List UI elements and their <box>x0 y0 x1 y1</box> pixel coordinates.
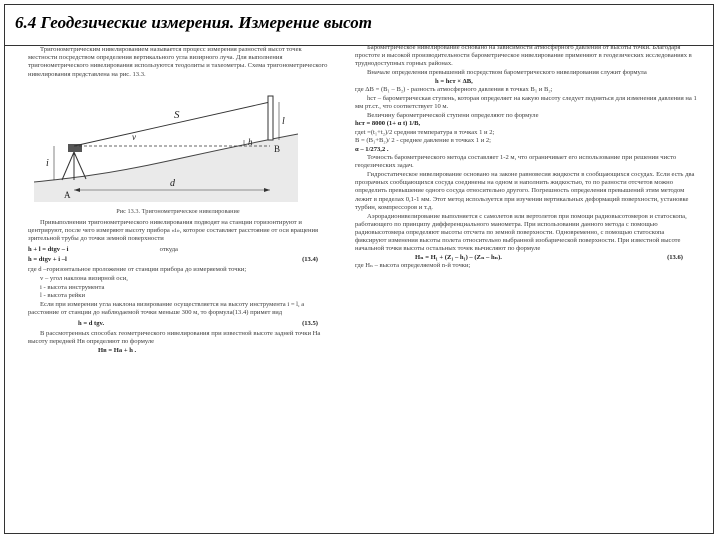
figure-caption: Рис 13.3. Тригонометрическое нивелирование <box>116 207 240 215</box>
left-paragraph-3: где d –горизонтальное проложение от станции прибора до измеряемой точки; <box>28 266 247 274</box>
right-paragraph-6: Точность барометрического метода составляет 1-2 м, что ограничивает его использование при решении чисто геодезических задач. <box>355 154 677 170</box>
right-formula-3: гдеt =(t₁+t₂)/2 средняя температура в точках 1 и 2; <box>355 128 495 136</box>
trig-leveling-figure <box>34 82 298 202</box>
right-formula-6: Hₙ = H₁ + (Z₁ – h₁) – (Zₙ – hₙ). <box>415 254 502 262</box>
right-paragraph-1: Барометрическое нивелирование основано на зависимости атмосферного давления от высоты точки. Благодаря простоте и высокой производительности барометрическое нивелирование применяют в геодезических исследованиях в труднодоступных горных районах. <box>355 44 692 68</box>
label-i: i <box>46 158 49 170</box>
left-paragraph-1: Тригонометрическим нивелированием называется процесс измерения разностей высот точек местности посредством определения вертикального угла визирного луча. Для выполнения тригонометрического нивелирования используются теодолиты и тахеометры. Схема тригонометрического нивелирования представлена на рис. 13.3. <box>28 46 328 78</box>
slide-title: 6.4 Геодезические измерения. Измерение высот <box>15 13 372 32</box>
left-paragraph-5: i - высота инструмента <box>40 283 105 291</box>
label-v: v <box>132 132 136 143</box>
formula-4: Нв = На + h . <box>98 347 137 355</box>
left-column <box>28 46 328 526</box>
left-paragraph-2: Привыполнении тригонометрического нивелирования подводят на станции горизонтируют и центрируют, после чего измеряют высоту прибора «i», которое составляет расстояние от оси вращения зрительной трубы до точки земной поверхности <box>28 218 319 243</box>
formula-row-1 <box>28 246 328 254</box>
label-h: h <box>248 137 253 148</box>
right-formula-1: h = hст × ΔB, <box>435 77 473 85</box>
label-d: d <box>170 178 175 190</box>
right-formula-6-number: (13.6) <box>667 254 683 262</box>
label-b: B <box>274 144 281 155</box>
label-s: S <box>174 109 180 122</box>
right-paragraph-8: Аэрорадионивелирование выполняется с самолетов или вертолетов при помощи радиовысотомеров и статоскопа, работающего по принципу дифференциального манометра. При использовании данного метода с помощью радиовысотомера определяют высоты отсчета по земной поверхности. Одновременно, с помощью статоскопа фиксируют изменения высоты полета относительно выбранной изобарической поверхности. При известной высоте начальной точки высоты остальных точек вычисляют по формуле <box>355 212 687 253</box>
formula-2-number: (13.4) <box>302 256 318 264</box>
formula-1: h + l = dtgv – i <box>28 245 69 253</box>
right-paragraph-9: где Hₙ – высота определяемой n-й точки; <box>355 262 471 270</box>
label-a: A <box>64 190 71 201</box>
formula-row-3 <box>28 320 328 328</box>
right-formula-5: α – 1/273,2 . <box>355 145 389 153</box>
right-formula-2: hст = 8000 (1+ α t) 1/B, <box>355 120 421 128</box>
right-formula-4: B = (B₁+B₂)/ 2 - среднее давление в точках 1 и 2; <box>355 137 492 145</box>
left-paragraph-6: l - высота рейки <box>40 292 86 300</box>
formula-2: h = dtgv + i –l <box>28 256 67 264</box>
left-paragraph-7: Если при измерении угла наклона визирование осуществляется на высоту инструмента i = l, а расстояние от станции до наблюдаемой точки меньше 300 м, то формула(13.4) примет вид <box>28 301 305 317</box>
formula-row-2 <box>28 256 328 264</box>
right-paragraph-5: Величину барометрической ступени определяют по формуле <box>367 111 539 119</box>
right-paragraph-7: Гидростатическое нивелирование основано на законе равновесия жидкости в сообщающихся сосудах. Если есть два прозрачных сообщающихся сосуда соединены на одном и наполнить жидкостью, то по разности отсчетов можно определить превышение одного сосуда относительно другого. Погрешность определения превышений этим методом лежит в пределах 0,1-1 мм. Этот метод используется при изучении вертикальных деформаций поверхности, установке турбин, компрессоров и т.д. <box>355 171 695 211</box>
title-bar <box>5 5 713 46</box>
right-paragraph-4: hст – барометрическая ступень, которая определяет на какую высоту следует подняться для изменения давления на 1 мм рт.ст., что соответствует 10 м. <box>355 94 697 110</box>
right-paragraph-2: Вначале определения превышений посредством барометрического нивелирования служит формула <box>367 69 647 77</box>
left-paragraph-8: В рассмотренных способах геометрического нивелирования при известной высоте задней точки На высоту передней Нв определяют по формуле <box>28 330 321 346</box>
formula-3: h = d tgv. <box>78 319 105 327</box>
right-paragraph-3: где ΔB = (B₁ – B₂) - разность атмосферного давления в точках B₁ и B₂; <box>355 86 553 94</box>
formula-1-note: откуда <box>159 245 178 253</box>
formula-3-number: (13.5) <box>302 319 318 327</box>
right-formula-row-6 <box>355 254 697 262</box>
label-l: l <box>282 116 285 128</box>
right-column <box>355 44 697 526</box>
left-paragraph-4: v – угол наклона визирной оси, <box>40 274 128 282</box>
